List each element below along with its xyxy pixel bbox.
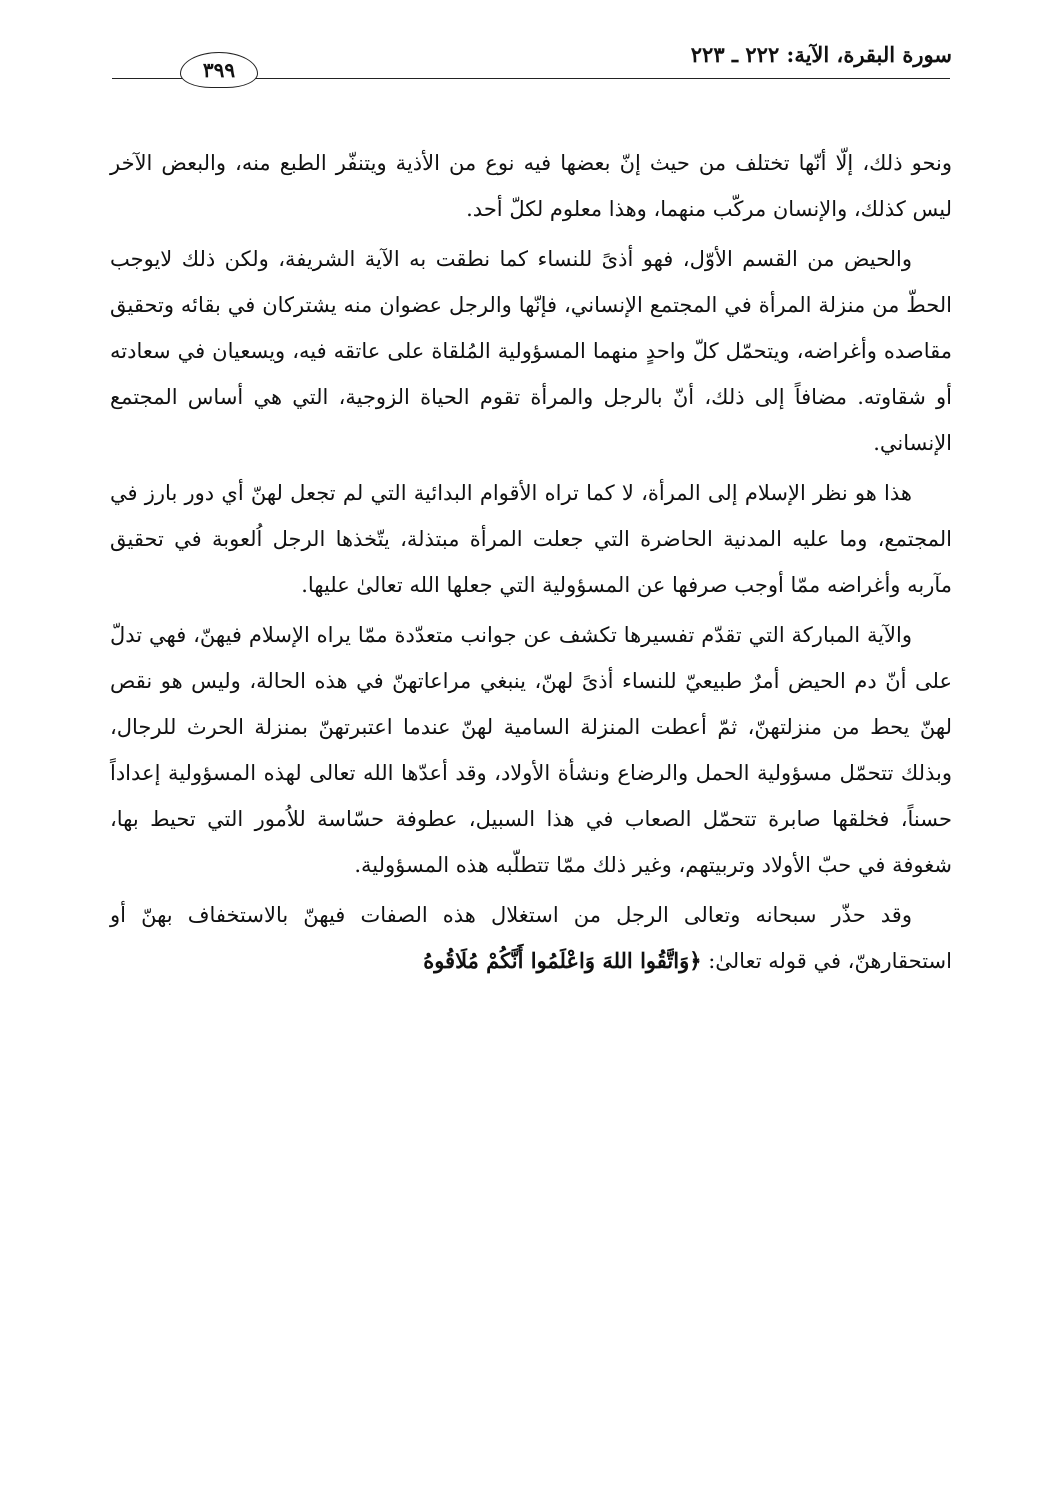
- paragraph: والآية المباركة التي تقدّم تفسيرها تكشف عن جوانب متعدّدة ممّا يراه الإسلام فيهنّ، فهي تدلّ على أنّ دم الحيض أمرٌ طبيعيّ للنساء أذىً لهنّ، ينبغي مراعاتهنّ في هذه الحالة، وليس هو نقص لهنّ يحط من منزلتهنّ، ثمّ أعطت المنزلة السامية لهنّ عندما اعتبرتهنّ بمنزلة الحرث للرجال، وبذلك تتحمّل مسؤولية الحمل والرضاع ونشأة الأولاد، وقد أعدّها الله تعالى لهذه المسؤولية إعداداً حسناً، فخلقها صابرة تتحمّل الصعاب في هذا السبيل، عطوفة حسّاسة للاُمور التي تحيط بها، شغوفة في حبّ الأولاد وتربيتهم، وغير ذلك ممّا تتطلّبه هذه المسؤولية.: [110, 623, 952, 877]
- paragraph: هذا هو نظر الإسلام إلى المرأة، لا كما تراه الأقوام البدائية التي لم تجعل لهنّ أي دور بارز في المجتمع، وما عليه المدنية الحاضرة التي جعلت المرأة مبتذلة، يتّخذها الرجل اُلعوبة في تحقيق مآربه وأغراضه ممّا أوجب صرفها عن المسؤولية التي جعلها الله تعالىٰ عليها.: [110, 481, 952, 597]
- body-text: [110, 140, 952, 988]
- paragraph: ونحو ذلك، إلّا أنّها تختلف من حيث إنّ بعضها فيه نوع من الأذية ويتنفّر الطبع منه، والبعض الآخر ليس كذلك، والإنسان مركّب منهما، وهذا معلوم لكلّ أحد.: [110, 151, 952, 221]
- quran-quote: ﴿وَاتَّقُوا اللهَ وَاعْلَمُوا أَنَّكُمْ مُلَاقُوهُ: [423, 948, 702, 973]
- running-title: سورة البقرة، الآية: ٢٢٢ ـ ٢٢٣: [690, 42, 952, 67]
- paragraph: والحيض من القسم الأوّل، فهو أذىً للنساء كما نطقت به الآية الشريفة، ولكن ذلك لايوجب الحطّ من منزلة المرأة في المجتمع الإنساني، فإنّها والرجل عضوان منه يشتركان في بقائه وتحقيق مقاصده وأغراضه، ويتحمّل كلّ واحدٍ منهما المسؤولية المُلقاة على عاتقه فيه، ويسعيان في سعادته أو شقاوته. مضافاً إلى ذلك، أنّ بالرجل والمرأة تقوم الحياة الزوجية، التي هي أساس المجتمع الإنساني.: [110, 247, 952, 455]
- paragraph-with-quote: [110, 892, 952, 984]
- paragraph-text: وقد حذّر سبحانه وتعالى الرجل من استغلال هذه الصفات فيهنّ بالاستخفاف بهنّ أو استحقارهنّ، في قوله تعالىٰ:: [110, 903, 952, 973]
- page-number: ٣٩٩: [180, 52, 258, 88]
